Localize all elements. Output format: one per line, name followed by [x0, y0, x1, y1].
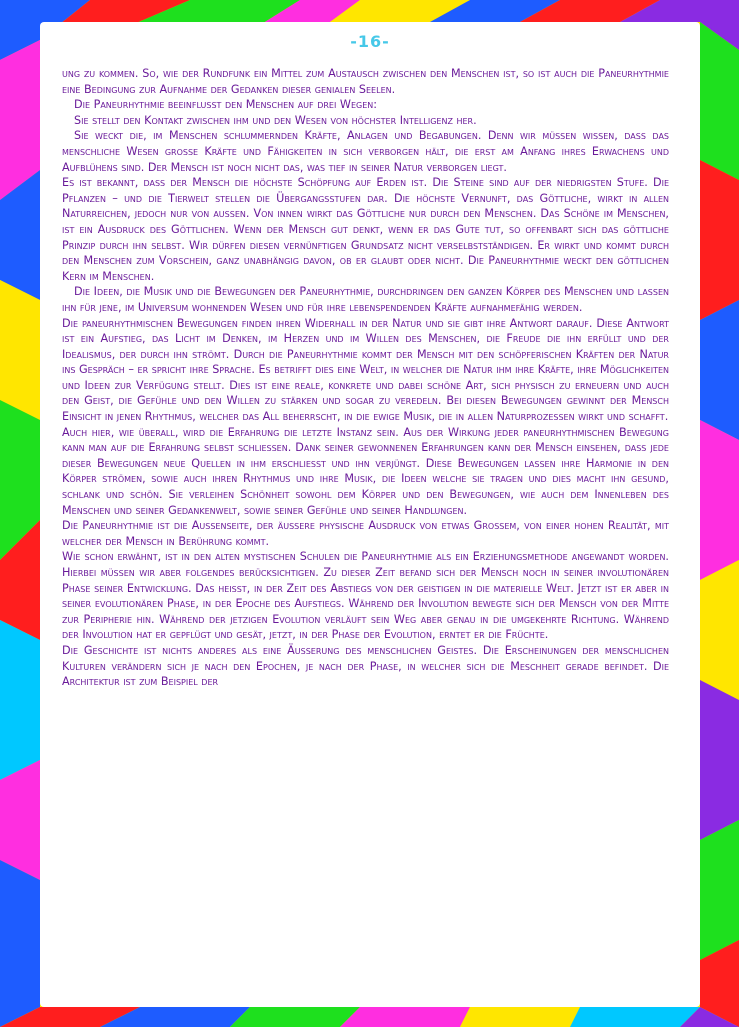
paragraph: ung zu kommen. So, wie der Rundfunk ein Mittel zum Austausch zwischen den Menschen ist, so ist auch die Paneurhythmie eine Bedingung zur Aufnahme der Gedanken dieser genialen Seelen. — [62, 67, 669, 96]
paragraph: Die Paneurhythmie beeinflusst den Menschen auf drei Wegen: — [74, 98, 378, 112]
paragraph: Die Paneurhythmie ist die Aussenseite, der äussere physische Ausdruck von etwas Grossem, von einer hohen Realität, mit welcher der Mensch in Berührung kommt. — [62, 519, 669, 548]
paragraph: Wie schon erwähnt, ist in den alten mystischen Schulen die Paneurhythmie als ein Erziehungsmethode angewandt worden. Hierbei müssen wir aber folgendes berücksichtigen. Zu dieser Zeit befand sich der Mensch noch in seiner involutionären Phase seiner Entwicklung. Das heisst, in der Zeit des Abstiegs von der geistigen in die materielle Welt. Jetzt ist er aber in seiner evolutionären Phase, in der Epoche des Aufstiegs. Während der Involution bewegte sich der Mensch von der Mitte zur Peripherie hin. Während der jetzigen Evolution verläuft sein Weg aber genau in die umgekehrte Richtung. Während der Involution hat er gepflügt und gesät, jetzt, in der Phase der Evolution, erntet er die Früchte. — [62, 550, 669, 642]
paragraph: Sie weckt die, im Menschen schlummernden Kräfte, Anlagen und Begabungen. Denn wir müssen wissen, dass das menschliche Wesen grosse Kräfte und Fähigkeiten in sich verborgen hält, die erst am Anfang ihres Erwachens und Aufblühens sind. Der Mensch ist noch nicht das, was tief in seiner Natur verborgen liegt. — [62, 129, 669, 174]
page-sheet — [40, 22, 700, 1007]
paragraph: Auch hier, wie überall, wird die Erfahrung die letzte Instanz sein. Aus der Wirkung jeder paneurhythmischen Bewegung kann man auf die Erfahrung selbst schliessen. Dank seiner gewonnenen Erfahrungen kann der Mensch einsehen, dass jede dieser Bewegungen neue Quellen in ihm erschliesst und ihn verjüngt. Diese Bewegungen lassen ihre Harmonie in den Körper strömen, sowie auch ihren Rhythmus und ihre Musik, die Ideen welche sie tragen und dies macht ihn gesund, schlank und schön. Sie verleihen Schönheit sowohl dem Körper und den Bewegungen, wie auch dem Innenleben des Menschen und seiner Gedankenwelt, sowie seiner Gefühle und seiner Handlungen. — [62, 425, 669, 517]
body-text — [62, 66, 669, 690]
paragraph: Sie stellt den Kontakt zwischen ihm und den Wesen von höchster Intelligenz her. — [74, 113, 477, 127]
paragraph: Die Geschichte ist nichts anderes als eine Äusserung des menschlichen Geistes. Die Erscheinungen der menschlichen Kulturen verändern sich je nach den Epochen, je nach der Phase, in welcher sich die Meschheit gerade befindet. Die Architektur ist zum Beispiel der — [62, 643, 669, 689]
paragraph: Die paneurhythmischen Bewegungen finden ihren Widerhall in der Natur und sie gibt ihre Antwort darauf. Diese Antwort ist ein Aufstieg, das Licht im Denken, im Herzen und im Willen des Menschen, die Freude die ihn erfüllt und der Idealismus, der durch ihn strömt. Durch die Paneurhythmie kommt der Mensch mit den schöpferischen Kräften der Natur ins Gespräch – er spricht ihre Sprache. Es betrifft dies eine Welt, in welcher die Natur ihm ihre Kräfte, ihre Möglichkeiten und Ideen zur Verfügung stellt. Dies ist eine reale, konkrete und dabei schöne Art, sich physisch zu erneuern und auch den Geist, die Gefühle und den Willen zu stärken und sogar zu veredeln. Bei diesen Bewegungen gewinnt der Mensch Einsicht in jenen Rhythmus, welcher das All beherrscht, in die ewige Musik, die in allen Naturprozessen wirkt und schafft. — [62, 316, 669, 424]
paragraph: Die Ideen, die Musik und die Bewegungen der Paneurhythmie, durchdringen den ganzen Körper des Menschen und lassen ihn für jene, im Universum wohnenden Wesen und für ihre lebenspendenden Kräfte aufnahmefähig werden. — [62, 285, 669, 314]
page-number: -16- — [350, 32, 390, 51]
paragraph: Es ist bekannt, dass der Mensch die höchste Schöpfung auf Erden ist. Die Steine sind auf der niedrigsten Stufe. Die Pflanzen – und die Tierwelt stellen die Übergangsstufen dar. Die höchste Vernunft, das Göttliche, wirkt in allen Naturreichen, jedoch nur von aussen. Von innen wirkt das Göttliche nur durch den Menschen. Das Schöne im Menschen, ist ein Ausdruck des Göttlichen. Wenn der Mensch gut denkt, wenn er das Gute tut, so offenbart sich das göttliche Prinzip durch ihn selbst. Wir dürfen diesen vernünftigen Grundsatz nicht verselbstständigen. Er wirkt und kommt durch den Menschen zum Vorschein, ganz unabhängig davon, ob er glaubt oder nicht. Die Paneurhythmie weckt den göttlichen Kern im Menschen. — [62, 176, 669, 283]
